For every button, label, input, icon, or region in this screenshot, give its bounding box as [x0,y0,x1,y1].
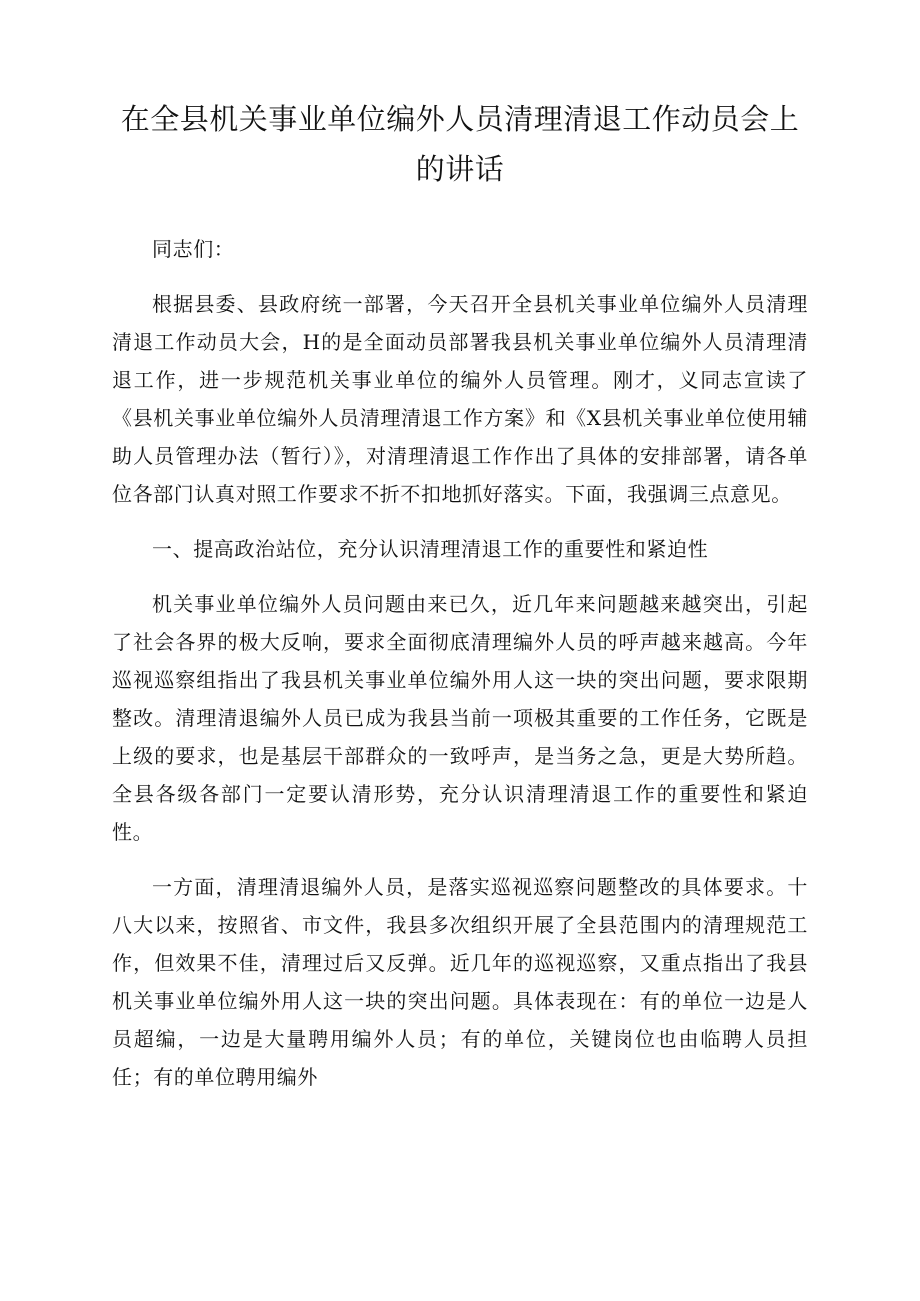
paragraph-inspection-rectification: 一方面，清理清退编外人员，是落实巡视巡察问题整改的具体要求。十八大以来，按照省、市文件，我县多次组织开展了全县范围内的清理规范工作，但效果不佳，清理过后又反弹。近几年的巡视巡察，又重点指出了我县机关事业单位编外用人这一块的突出问题。具体表现在：有的单位一边是人员超编，一边是大量聘用编外人员；有的单位，关键岗位也由临聘人员担任；有的单位聘用编外 [112,875,808,1089]
document-body [112,230,808,1113]
salutation: 同志们： [152,237,235,261]
document-title: 在全县机关事业单位编外人员清理清退工作动员会上的讲话 [120,102,800,186]
section-heading-1: 一、提高政治站位，充分认识清理清退工作的重要性和紧迫性 [152,537,709,561]
paragraph-importance: 机关事业单位编外人员问题由来已久，近几年来问题越来越突出，引起了社会各界的极大反响，要求全面彻底清理编外人员的呼声越来越高。今年巡视巡察组指出了我县机关事业单位编外用人这一块的突出问题，要求限期整改。清理清退编外人员已成为我县当前一项极其重要的工作任务，它既是上级的要求，也是基层干部群众的一致呼声，是当务之急，更是大势所趋。全县各级各部门一定要认清形势，充分认识清理清退工作的重要性和紧迫性。 [112,592,808,844]
paragraph-intro: 根据县委、县政府统一部署，今天召开全县机关事业单位编外人员清理清退工作动员大会，H的是全面动员部署我县机关事业单位编外人员清理清退工作，进一步规范机关事业单位的编外人员管理。刚才，义同志宣读了《县机关事业单位编外人员清理清退工作方案》和《X县机关事业单位使用辅助人员管理办法（暂行）》，对清理清退工作作出了具体的安排部署，请各单位各部门认真对照工作要求不折不扣地抓好落实。下面，我强调三点意见。 [112,292,808,506]
